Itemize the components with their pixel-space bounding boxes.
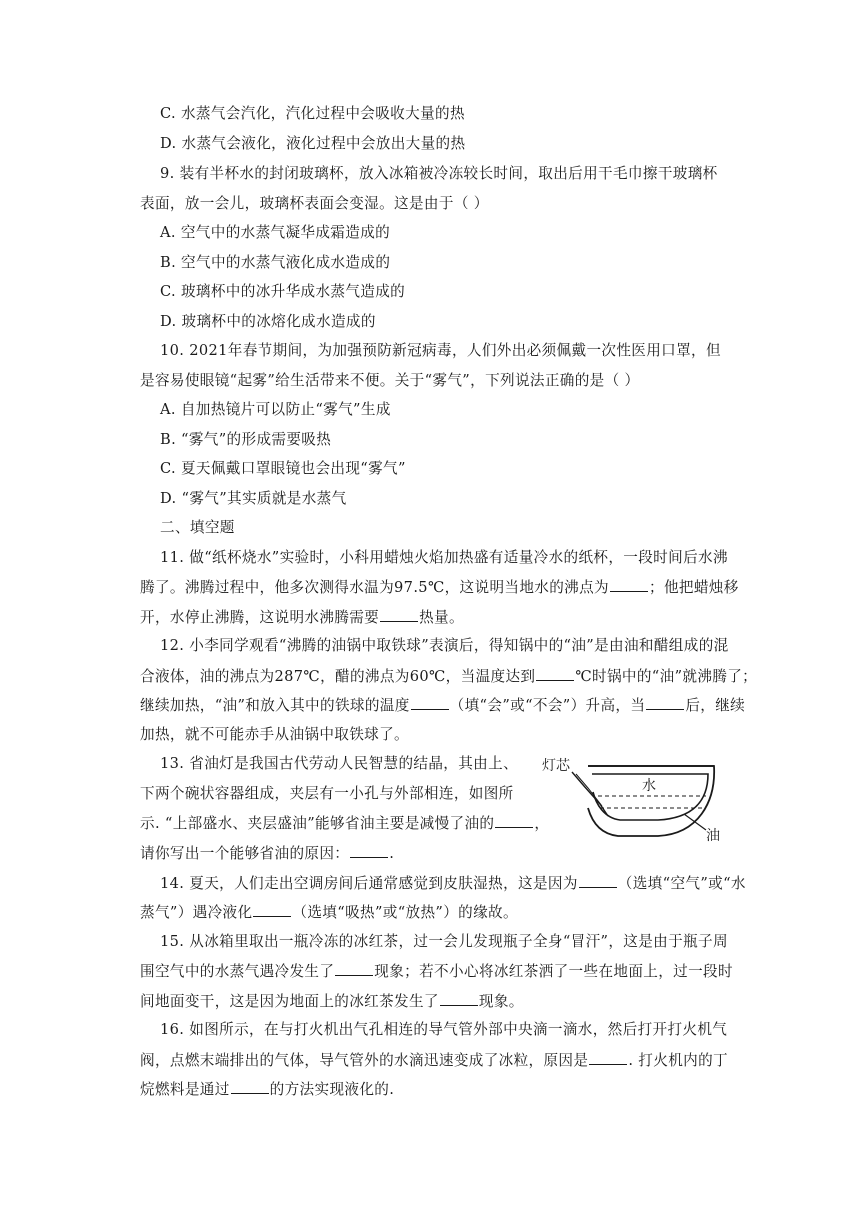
answer-blank[interactable] bbox=[380, 607, 418, 622]
label-oil: 油 bbox=[706, 828, 720, 842]
q10-option-a: A. 自加热镜片可以防止“雾气”生成 bbox=[160, 401, 391, 418]
q8-option-c: C. 水蒸气会汽化，汽化过程中会吸收大量的热 bbox=[160, 105, 465, 122]
answer-blank[interactable] bbox=[411, 695, 449, 710]
answer-blank[interactable] bbox=[579, 873, 617, 888]
q9-stem-line1: 9. 装有半杯水的封闭玻璃杯，放入冰箱被冷冻较长时间，取出后用干毛巾擦干玻璃杯 bbox=[160, 165, 718, 182]
q9-option-d: D. 玻璃杯中的冰熔化成水造成的 bbox=[160, 313, 376, 330]
q13-stem-line1: 13. 省油灯是我国古代劳动人民智慧的结晶，其由上、 bbox=[160, 755, 519, 772]
q11-stem-line1: 11. 做“纸杯烧水”实验时，小科用蜡烛火焰加热盛有适量冷水的纸杯，一段时间后水沸 bbox=[160, 549, 728, 566]
wick bbox=[572, 772, 608, 816]
answer-blank[interactable] bbox=[231, 1079, 269, 1094]
q15-stem-line1: 15. 从冰箱里取出一瓶冷冻的冰红茶，过一会儿发现瓶子全身“冒汗”，这是由于瓶子周 bbox=[160, 933, 728, 950]
answer-blank[interactable] bbox=[589, 1050, 627, 1065]
q10-stem-line1: 10. 2021年春节期间，为加强预防新冠病毒，人们外出必须佩戴一次性医用口罩，但 bbox=[160, 342, 721, 359]
answer-blank[interactable] bbox=[440, 991, 478, 1006]
q9-stem-line2: 表面，放一会儿，玻璃杯表面会变湿。这是由于（ ） bbox=[140, 195, 489, 212]
q9-option-c: C. 玻璃杯中的冰升华成水蒸气造成的 bbox=[160, 283, 406, 300]
q16-stem-line3: 烷燃料是通过 的方法实现液化的. bbox=[140, 1081, 395, 1098]
q14-stem-line2: 蒸气”）遇冷液化 （选填“吸热”或“放热”）的缘故。 bbox=[140, 904, 518, 921]
q12-stem-line1: 12. 小李同学观看“沸腾的油锅中取铁球”表演后，得知锅中的“油”是由油和醋组成的混 bbox=[160, 637, 729, 654]
outer-bowl bbox=[588, 766, 714, 836]
q9-option-a: A. 空气中的水蒸气凝华成霜造成的 bbox=[160, 224, 391, 241]
q10-option-c: C. 夏天佩戴口罩眼镜也会出现“雾气” bbox=[160, 460, 406, 477]
answer-blank[interactable] bbox=[253, 902, 291, 917]
q10-option-d: D. “雾气”其实质就是水蒸气 bbox=[160, 490, 347, 507]
q16-stem-line1: 16. 如图所示，在与打火机出气孔相连的导气管外部中央滴一滴水，然后打开打火机气 bbox=[160, 1021, 728, 1038]
q9-option-b: B. 空气中的水蒸气液化成水造成的 bbox=[160, 254, 391, 271]
q12-stem-line2: 合液体，油的沸点为287℃，醋的沸点为60℃，当温度达到 ℃时锅中的“油”就沸腾了； bbox=[140, 668, 758, 685]
answer-blank[interactable] bbox=[536, 666, 574, 681]
q16-stem-line2: 阀，点燃末端排出的气体，导气管外的水滴迅速变成了冰粒，原因是 . 打火机内的丁 bbox=[140, 1052, 728, 1069]
q15-stem-line3: 间地面变干，这是因为地面上的冰红茶发生了 现象。 bbox=[140, 993, 524, 1010]
label-wick: 灯芯 bbox=[542, 758, 570, 774]
q10-option-b: B. “雾气”的形成需要吸热 bbox=[160, 431, 332, 448]
answer-blank[interactable] bbox=[610, 577, 648, 592]
q8-option-d: D. 水蒸气会液化，液化过程中会放出大量的热 bbox=[160, 135, 466, 152]
q13-stem-line4: 请你写出一个能够省油的原因： . bbox=[140, 845, 395, 862]
q14-stem-line1: 14. 夏天，人们走出空调房间后通常感觉到皮肤湿热，这是因为 （选填“空气”或“水 bbox=[160, 875, 746, 892]
answer-blank[interactable] bbox=[646, 695, 684, 710]
q15-stem-line2: 围空气中的水蒸气遇冷发生了 现象；若不小心将冰红茶洒了一些在地面上，过一段时 bbox=[140, 963, 733, 980]
q11-stem-line2: 腾了。沸腾过程中，他多次测得水温为97.5℃，这说明当地水的沸点为 ；他把蜡烛移 bbox=[140, 579, 739, 596]
label-water: 水 bbox=[642, 778, 656, 794]
section-heading-fill-in: 二、填空题 bbox=[160, 519, 235, 536]
q12-stem-line3: 继续加热，“油”和放入其中的铁球的温度 （填“会”或“不会”）升高，当 后，继续 bbox=[140, 697, 746, 714]
wick-edge bbox=[576, 774, 602, 806]
answer-blank[interactable] bbox=[335, 961, 373, 976]
q12-stem-line4: 加热，就不可能赤手从油锅中取铁球了。 bbox=[140, 726, 409, 743]
q10-stem-line2: 是容易使眼镜“起雾”给生活带来不便。关于“雾气”，下列说法正确的是（ ） bbox=[140, 372, 640, 389]
q13-stem-line2: 下两个碗状容器组成，夹层有一小孔与外部相连，如图所 bbox=[140, 785, 514, 802]
q11-stem-line3: 开，水停止沸腾，这说明水沸腾需要 热量。 bbox=[140, 609, 464, 626]
answer-blank[interactable] bbox=[495, 813, 533, 828]
oil-lamp-figure bbox=[538, 752, 724, 842]
oil-lamp-diagram bbox=[538, 752, 724, 842]
q13-stem-line3: 示. “上部盛水、夹层盛油”能够省油主要是减慢了油的 ， bbox=[140, 815, 550, 832]
answer-blank[interactable] bbox=[350, 843, 388, 858]
